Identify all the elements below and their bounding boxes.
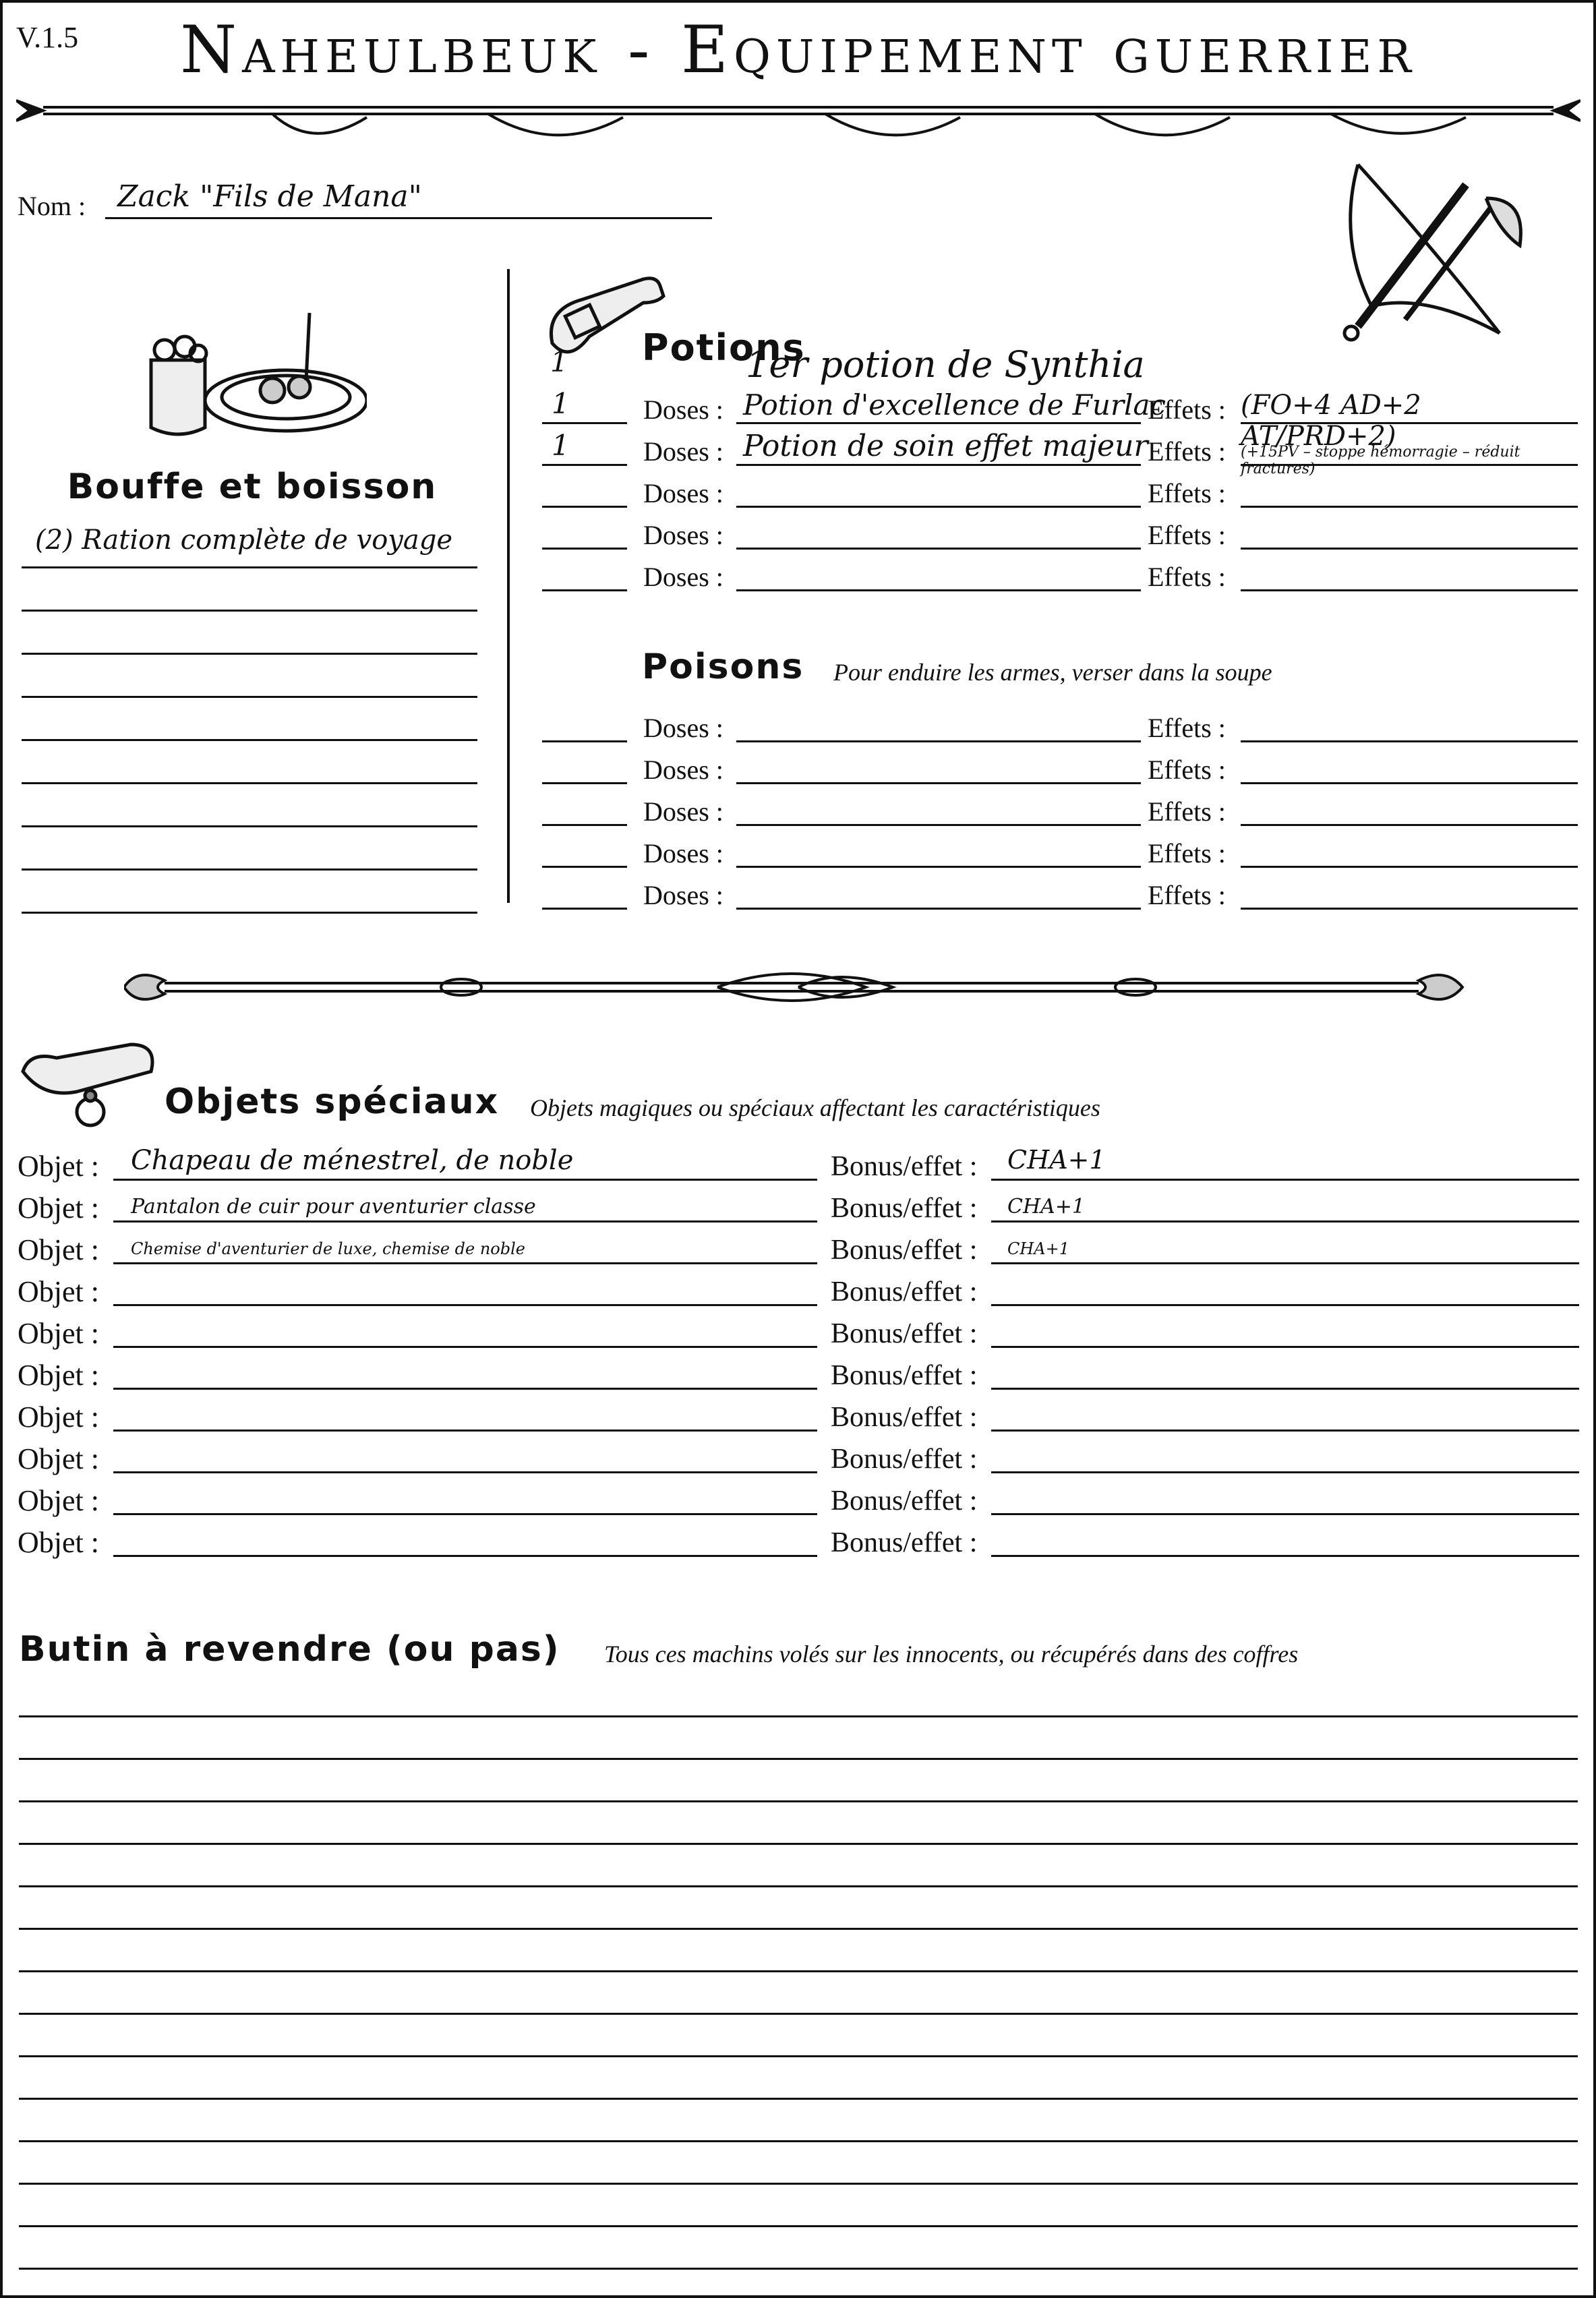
loot-line[interactable] xyxy=(19,1760,1578,1802)
effets-label: Effets : xyxy=(1148,562,1226,592)
doses-label: Doses : xyxy=(643,394,723,425)
bonus-label: Bonus/effet : xyxy=(831,1151,978,1182)
effets-label: Effets : xyxy=(1148,436,1226,467)
version-label: V.1.5 xyxy=(16,21,79,54)
doses-label: Doses : xyxy=(643,478,723,508)
doses-label: Doses : xyxy=(643,796,723,827)
loot-line[interactable] xyxy=(19,1675,1578,1717)
poison-row xyxy=(542,831,1578,873)
potion-note: 1er potion de Synthia xyxy=(746,343,1145,386)
potion-count[interactable]: 1 xyxy=(552,429,570,462)
special-object-row xyxy=(18,1185,1579,1227)
effets-label: Effets : xyxy=(1148,755,1226,785)
poison-row xyxy=(542,705,1578,747)
objet-label: Objet : xyxy=(18,1359,99,1392)
effets-label: Effets : xyxy=(1148,880,1226,910)
doses-label: Doses : xyxy=(643,520,723,550)
special-object-row xyxy=(18,1353,1579,1394)
food-item[interactable]: (2) Ration complète de voyage xyxy=(22,523,477,568)
food-item[interactable] xyxy=(22,741,477,784)
food-platter-icon xyxy=(138,299,367,441)
special-objects-subtitle: Objets magiques ou spéciaux affectant les caractéristiques xyxy=(530,1094,1100,1121)
loot-subtitle: Tous ces machins volés sur les innocents, ou récupérés dans des coffres xyxy=(604,1641,1299,1668)
loot-line[interactable] xyxy=(19,2142,1578,2185)
bonus-label: Bonus/effet : xyxy=(831,1276,978,1307)
potion-row xyxy=(542,512,1578,554)
special-object-row xyxy=(18,1436,1579,1478)
objet-label: Objet : xyxy=(18,1191,99,1225)
name-label: Nom : xyxy=(18,191,86,221)
special-objects-title: Objets spéciaux xyxy=(165,1082,500,1122)
loot-title: Butin à revendre (ou pas) xyxy=(19,1629,560,1670)
page-title: Naheulbeuk - Equipement guerrier xyxy=(180,12,1417,88)
special-object-name[interactable]: Chapeau de ménestrel, de noble xyxy=(131,1145,574,1176)
loot-line[interactable] xyxy=(19,1845,1578,1887)
food-list xyxy=(22,523,477,914)
doses-label: Doses : xyxy=(643,562,723,592)
special-object-row xyxy=(18,1227,1579,1269)
effets-label: Effets : xyxy=(1148,394,1226,425)
loot-line[interactable] xyxy=(19,1717,1578,1760)
doses-label: Doses : xyxy=(643,838,723,868)
doses-label: Doses : xyxy=(643,713,723,743)
objet-label: Objet : xyxy=(18,1275,99,1308)
doses-label: Doses : xyxy=(643,880,723,910)
scroll-ring-icon xyxy=(16,1031,165,1132)
arrow-divider-icon xyxy=(16,87,1580,154)
food-item[interactable] xyxy=(22,827,477,871)
effets-label: Effets : xyxy=(1148,478,1226,508)
potion-row xyxy=(542,471,1578,512)
poisons-title: Poisons xyxy=(642,647,804,687)
staff-divider-icon xyxy=(124,960,1466,1014)
loot-line[interactable] xyxy=(19,2057,1578,2100)
bonus-label: Bonus/effet : xyxy=(831,1193,978,1224)
name-line xyxy=(105,217,712,219)
poison-row xyxy=(542,747,1578,789)
loot-line[interactable] xyxy=(19,2015,1578,2057)
potion-row xyxy=(542,429,1578,477)
special-object-row xyxy=(18,1144,1579,1185)
effets-label: Effets : xyxy=(1148,520,1226,550)
poison-row xyxy=(542,789,1578,831)
loot-line[interactable] xyxy=(19,1802,1578,1845)
loot-line[interactable] xyxy=(19,1972,1578,2015)
bonus-label: Bonus/effet : xyxy=(831,1444,978,1475)
food-item[interactable] xyxy=(22,612,477,655)
loot-lines xyxy=(19,1675,1578,2270)
special-object-bonus[interactable]: CHA+1 xyxy=(1007,1145,1106,1175)
objet-label: Objet : xyxy=(18,1401,99,1434)
loot-line[interactable] xyxy=(19,2185,1578,2227)
potion-effect[interactable]: (FO+4 AD+2 AT/PRD+2) xyxy=(1241,390,1421,452)
bonus-label: Bonus/effet : xyxy=(831,1527,978,1558)
objet-label: Objet : xyxy=(18,1484,99,1517)
crossed-weapons-icon xyxy=(1331,158,1533,347)
food-item[interactable] xyxy=(22,871,477,914)
special-object-row xyxy=(18,1311,1579,1353)
poison-row xyxy=(542,873,1578,914)
loot-line[interactable] xyxy=(19,1930,1578,1972)
food-item[interactable] xyxy=(22,698,477,741)
bonus-label: Bonus/effet : xyxy=(831,1402,978,1433)
potion-note-count: 1 xyxy=(550,345,568,378)
special-object-bonus[interactable]: CHA+1 xyxy=(1007,1239,1070,1258)
effets-label: Effets : xyxy=(1148,796,1226,827)
bonus-label: Bonus/effet : xyxy=(831,1360,978,1391)
potions-title: Potions xyxy=(642,326,806,369)
special-object-row xyxy=(18,1520,1579,1562)
potion-count[interactable]: 1 xyxy=(552,387,570,420)
bonus-label: Bonus/effet : xyxy=(831,1235,978,1266)
bonus-label: Bonus/effet : xyxy=(831,1485,978,1516)
potion-row xyxy=(542,554,1578,596)
objet-label: Objet : xyxy=(18,1233,99,1266)
loot-line[interactable] xyxy=(19,2227,1578,2270)
special-object-row xyxy=(18,1394,1579,1436)
potion-name[interactable]: Potion de soin effet majeur xyxy=(743,429,1148,463)
special-object-row xyxy=(18,1269,1579,1311)
effets-label: Effets : xyxy=(1148,838,1226,868)
special-object-row xyxy=(18,1478,1579,1520)
special-object-name[interactable]: Chemise d'aventurier de luxe, chemise de noble xyxy=(131,1239,525,1258)
doses-label: Doses : xyxy=(643,755,723,785)
poisons-subtitle: Pour enduire les armes, verser dans la soupe xyxy=(833,659,1272,686)
objet-label: Objet : xyxy=(18,1526,99,1559)
potion-name[interactable]: Potion d'excellence de Furlac xyxy=(743,388,1166,421)
potion-effect[interactable]: (+15PV – stoppe hémorragie – réduit fractures) xyxy=(1241,444,1520,477)
objet-label: Objet : xyxy=(18,1317,99,1350)
loot-line[interactable] xyxy=(19,1887,1578,1930)
food-item[interactable] xyxy=(22,568,477,612)
loot-line[interactable] xyxy=(19,2100,1578,2142)
effets-label: Effets : xyxy=(1148,713,1226,743)
special-object-bonus[interactable]: CHA+1 xyxy=(1007,1195,1086,1218)
doses-label: Doses : xyxy=(643,436,723,467)
column-divider xyxy=(507,269,510,903)
name-field[interactable]: Zack "Fils de Mana" xyxy=(117,179,422,214)
objet-label: Objet : xyxy=(18,1150,99,1183)
objet-label: Objet : xyxy=(18,1442,99,1475)
food-title: Bouffe et boisson xyxy=(67,467,438,507)
food-item[interactable] xyxy=(22,655,477,698)
food-item[interactable] xyxy=(22,784,477,827)
bonus-label: Bonus/effet : xyxy=(831,1318,978,1349)
special-object-name[interactable]: Pantalon de cuir pour aventurier classe xyxy=(131,1195,536,1218)
